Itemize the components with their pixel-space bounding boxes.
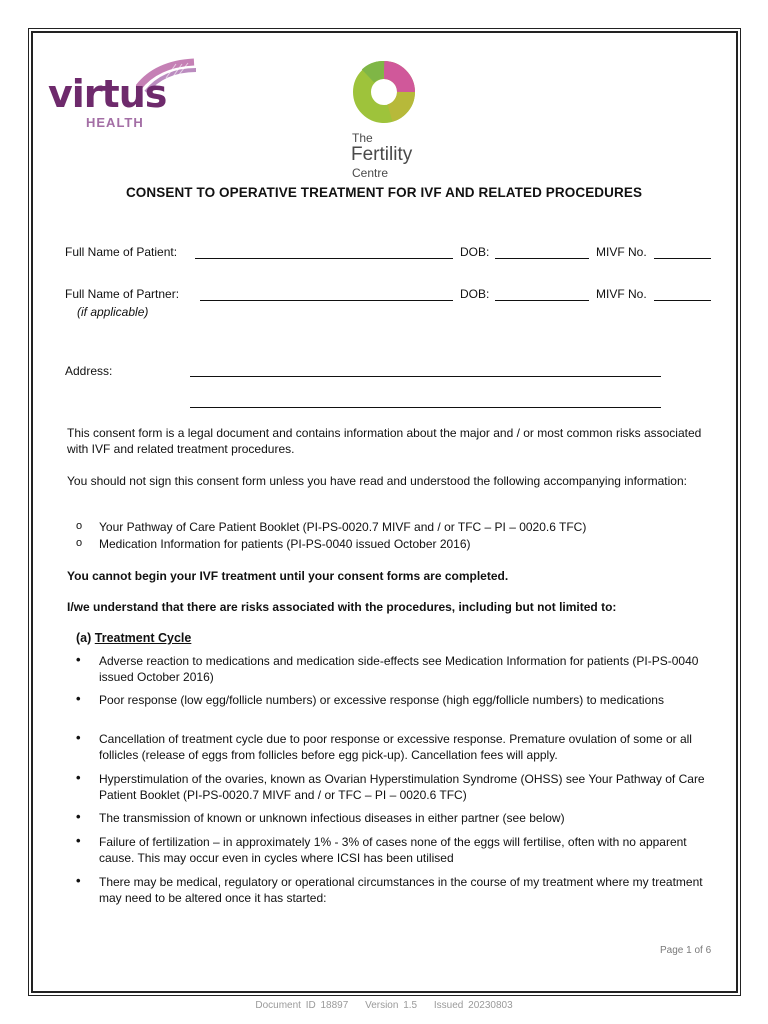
patient-mivf-field[interactable] <box>654 258 711 259</box>
bullet-icon: • <box>76 691 81 706</box>
list-item: There may be medical, regulatory or operational circumstances in the course of my treatment where my treatment may need to be altered once it has started: <box>99 875 703 905</box>
footer-issued: Issued 20230803 <box>433 1000 513 1011</box>
document-title: CONSENT TO OPERATIVE TREATMENT FOR IVF AND RELATED PROCEDURES <box>125 185 643 200</box>
address-field-line-2[interactable] <box>190 407 661 408</box>
bullet-icon: • <box>76 833 81 848</box>
footer-version: Version 1.5 <box>365 1000 418 1011</box>
page-number: Page 1 of 6 <box>660 945 712 956</box>
bullet-icon: • <box>76 652 81 667</box>
virtus-health-text: HEALTH <box>86 115 144 130</box>
list-item: Adverse reaction to medications and medication side-effects see Medication Information for patients (PI-PS-0040 issued October 2016) <box>99 654 699 684</box>
consent-required-notice: You cannot begin your IVF treatment until your consent forms are completed. <box>67 569 509 583</box>
partner-mivf-label: MIVF No. <box>596 287 647 301</box>
list-item: Your Pathway of Care Patient Booklet (PI-PS-0020.7 MIVF and / or TFC – PI – 0020.6 TFC) <box>99 520 587 534</box>
bullet-icon: • <box>76 770 81 785</box>
list-item: Medication Information for patients (PI-PS-0040 issued October 2016) <box>99 537 471 551</box>
patient-name-label: Full Name of Patient: <box>65 245 178 259</box>
partner-mivf-field[interactable] <box>654 300 711 301</box>
virtus-health-logo <box>48 58 198 130</box>
section-a-prefix: (a) <box>76 631 92 645</box>
tfc-the-text: The <box>352 131 373 145</box>
partner-name-field[interactable] <box>200 300 453 301</box>
list-item: Failure of fertilization – in approximately 1% - 3% of cases none of the eggs will fertilise, often with no apparent cause. This may occur even in cycles where ICSI has been utilised <box>99 835 687 865</box>
intro-paragraph-1: This consent form is a legal document and contains information about the major and / or most common risks associated with IVF and related treatment procedures. <box>67 426 702 456</box>
list-item: The transmission of known or unknown infectious diseases in either partner (see below) <box>99 811 565 825</box>
list-item: Cancellation of treatment cycle due to poor response or excessive response. Premature ovulation of some or all follicles (release of eggs from follicles before egg pick-up). Cancellation fees will apply. <box>99 732 692 762</box>
footer-doc-id: Document ID 18897 <box>255 1000 349 1011</box>
patient-dob-field[interactable] <box>495 258 589 259</box>
partner-dob-label: DOB: <box>460 287 490 301</box>
list-item: Hyperstimulation of the ovaries, known as Ovarian Hyperstimulation Syndrome (OHSS) see Your Pathway of Care Patient Booklet (PI-PS-0020.7 MIVF and / or TFC – PI – 0020.6 TFC) <box>99 772 705 802</box>
address-label: Address: <box>65 364 113 378</box>
list-item: Poor response (low egg/follicle numbers) or excessive response (high egg/follicle numbers) to medications <box>99 693 664 707</box>
bullet-icon: • <box>76 809 81 824</box>
partner-dob-field[interactable] <box>495 300 589 301</box>
list-bullet-icon: o <box>76 520 83 532</box>
tfc-fertility-text: Fertility <box>351 144 413 165</box>
address-field-line-1[interactable] <box>190 376 661 377</box>
patient-dob-label: DOB: <box>460 245 490 259</box>
risks-statement: I/we understand that there are risks associated with the procedures, including but not limited to: <box>67 600 617 614</box>
virtus-wordmark: virtus <box>48 72 167 116</box>
fertility-ring-icon <box>352 60 416 124</box>
tfc-centre-text: Centre <box>352 166 389 180</box>
partner-name-label: Full Name of Partner: <box>65 287 180 301</box>
patient-name-field[interactable] <box>195 258 453 259</box>
fertility-centre-logo <box>340 58 450 180</box>
bullet-icon: • <box>76 873 81 888</box>
section-a-heading <box>76 631 191 645</box>
document-footer <box>0 1000 768 1011</box>
section-a-title: Treatment Cycle <box>94 631 192 645</box>
bullet-icon: • <box>76 730 81 745</box>
intro-paragraph-2: You should not sign this consent form unless you have read and understood the following accompanying information: <box>67 474 687 488</box>
patient-mivf-label: MIVF No. <box>596 245 647 259</box>
list-bullet-icon: o <box>76 537 83 549</box>
partner-note: (if applicable) <box>77 305 149 319</box>
